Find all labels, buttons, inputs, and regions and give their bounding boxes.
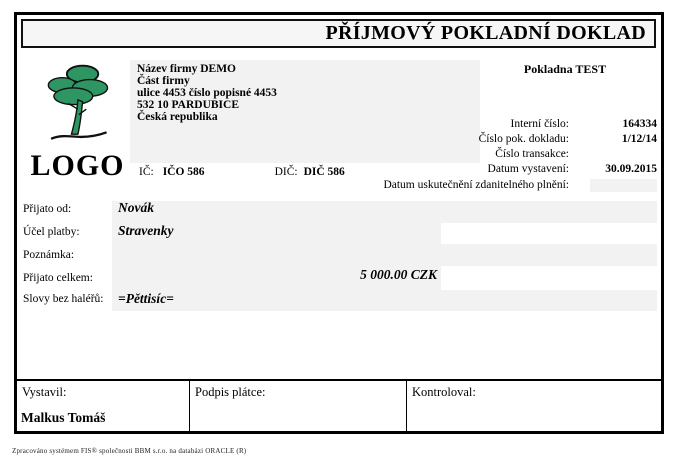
receipt-document [14, 12, 664, 434]
document-number-value: 1/12/14 [621, 133, 657, 145]
purpose-input-field [441, 223, 657, 244]
document-title: PŘÍJMOVÝ POKLADNÍ DOKLAD [21, 19, 656, 48]
issue-date-value: 30.09.2015 [605, 163, 657, 175]
document-number-label: Číslo pok. dokladu: [478, 133, 569, 145]
company-name: Název firmy DEMO [137, 63, 236, 75]
meta-row-issue-date [197, 163, 657, 175]
checked-by-cell [407, 381, 661, 431]
cashdesk-label: Pokladna TEST [523, 62, 607, 76]
issued-by-label: Vystavil: [22, 385, 67, 399]
purpose-label: Účel platby: [23, 226, 80, 238]
note-label: Poznámka: [23, 249, 75, 261]
ic-value: IČO 586 [162, 166, 205, 178]
internal-number-label: Interní číslo: [510, 118, 569, 130]
received-from-value: Novák [118, 200, 154, 215]
issue-date-label: Datum vystavení: [487, 163, 569, 175]
total-input-field [441, 266, 657, 290]
amount-in-words-value: =Pěttisíc= [118, 291, 174, 306]
words-label: Slovy bez haléřů: [23, 293, 104, 305]
ic-label: IČ: [139, 166, 154, 178]
internal-number-value: 164334 [622, 118, 657, 130]
taxable-supply-date-value [590, 179, 657, 192]
checked-by-label: Kontroloval: [412, 385, 476, 399]
logo-text: LOGO [30, 149, 125, 182]
meta-row-transaction-number [197, 148, 657, 160]
purpose-value: Stravenky [118, 223, 174, 238]
meta-row-document-number [197, 133, 657, 145]
dic-value: DIČ 586 [303, 166, 345, 178]
received-from-label: Přijato od: [23, 203, 72, 215]
company-city: 532 10 PARDUBICE [137, 99, 240, 111]
form-fields-panel [112, 201, 657, 311]
dic-label: DIČ: [274, 166, 298, 178]
total-amount-value: 5 000.00 CZK [360, 267, 437, 282]
meta-row-taxable-supply-date [197, 179, 657, 192]
signature-section [17, 379, 661, 431]
total-label: Přijato celkem: [23, 272, 93, 284]
payer-signature-cell [190, 381, 407, 431]
issued-by-cell [17, 381, 190, 431]
company-country: Česká republika [137, 111, 218, 123]
tree-logo-icon [40, 60, 114, 150]
transaction-number-label: Číslo transakce: [495, 148, 569, 160]
system-footer-note: Zpracováno systémem FIS® společnosti BBM s.r.o. na databázi ORACLE (R) [12, 447, 247, 455]
company-division: Část firmy [137, 75, 190, 87]
meta-row-internal-number [197, 118, 657, 130]
company-street: ulice 4453 číslo popisné 4453 [137, 87, 277, 99]
company-logo [25, 60, 130, 190]
taxable-supply-date-label: Datum uskutečnění zdanitelného plnění: [383, 179, 569, 191]
issued-by-name: Malkus Tomáš [21, 410, 106, 425]
payer-signature-label: Podpis plátce: [195, 385, 266, 399]
